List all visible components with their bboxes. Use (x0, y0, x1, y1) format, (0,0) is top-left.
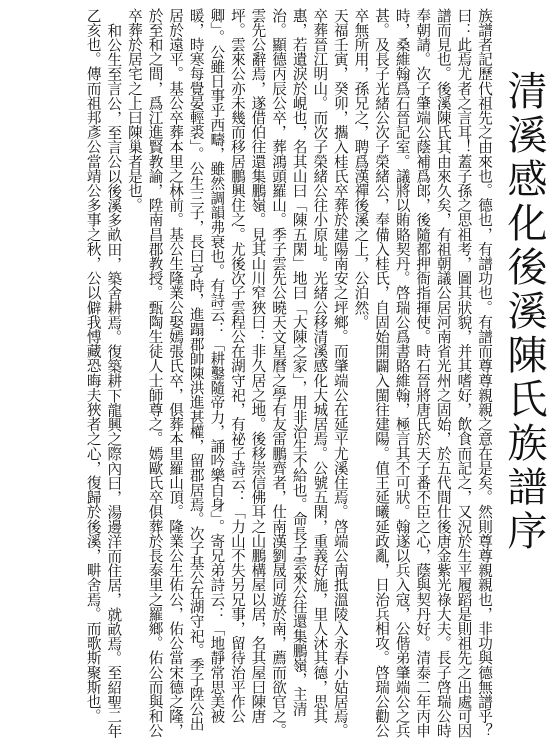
document-title: 清溪感化後溪陳氏族譜序 (501, 70, 547, 554)
document-body (82, 8, 502, 742)
paragraph: 和公生至言公，至言公以後溪多畝田，築舍耕焉。復築耕下龍興之際內曰，湯邊洋而住居，就畝焉。至紹聖二年乙亥也。傳而祖邦彥公當靖公多事之秋，公以僻我愽藏恐晦夫狹者之心，復歸於後溪，畊舍焉。而歌斯聚斯也。 (84, 8, 123, 738)
paragraph: 族譜者記歷代祖先之由來也。德也，有譜功也。有譜而尊尊親親之意在是矣。然則尊尊親親也，非功與德無譜乎？曰：此焉尤者之言耳！蓋子孫之思祖考，圖其狀貌，并其嗜好，飲食而記之，又況於生平履蹈是則祖先之出處可因譜而見也。後溪陳氏其由來久矣，有祖朝議公居河南省光州之固始，於五代間仕後唐金紫光祿大夫。長子啓瑞公時奉朝請。次子肇端公蔭補爲郎，後隨都押衙指揮使。時石晉將唐氏於天子番不臣之心，蔭與契丹好。清泰二年丙申時，桑維翰爲石晉記室。議將以賄賂契丹。啓瑞公爲書賂維翰，極言其不可狀。翰遂以兵入寇，公偕弟肇端公之兵甚。及長子光緒公次子榮緒公，奉備入桂氏，自固始開闢入閩往建陽。值王延曦延政亂，日治兵相攻。啓瑞公勸公卒無所用，孫兄之，聘爲漢禪後溪之上，公泊然。 (352, 8, 493, 738)
vertical-text-area (8, 8, 552, 742)
paragraph: 天福壬寅，癸卯，攜入桂氏卒葬於建陽南安之坪鄉。而肇端公在延平尤溪住焉。啓端公南抵溫陵入永春小姑居焉。卒葬晉江明山。而次子榮緒公往小原址。光緒公移清溪感化大城居焉。公號五閑，重義好施，里人沐其德，思其惠，若遺淚於峴也，名其山曰「陳五閑」地曰「大陳之家」，用非治生不給也。命長子雲來公往還集鵬嶺，主清治。顯德丙辰公卒，葬鴻頭羅山。季子雲先公曉天文星曆之學有友雷鵬齊者，仕南漢劉晟同遊於南，薦而欲官之。雲先公辭焉，遂借伯往還集鵬嶺。見其山川窄狹曰：非久居之地。後移崇信佛耳之山鵬構屋以居，名其屋曰陳唐坪。雲來公亦未幾而移居鵬興住之。尤後次子雲程公在湖守祀，有祕子詩云：「力山不失另兄事，留待治平作公卿」。公雖日事乎西疇，雖然調韻弗衰也。有詩云：「耕鑿隨帝力，誦吟樂自身」。寄兄弟詩云：「地靜常思美被暖，時寒每覺晏輕裘」。公生三子，長曰亨時，進蹋郡帥陳洪進甚權，留郡居焉。次子基公在湖守祀。季子陞公出居於遠平。基公卒葬本里之林前。基公生隆業公娶嫣張氏卒，俱葬本里羅山頂。隆業公生佑公，佑公當宋德之隆，於至和之間，爲江進賢教諭，陞南昌郡教授。甄陶生徒人士師尊之。嫣歐氏卒俱葬於長泰里之羅鄉。佑公而與和公卒葬於居宅之上曰陳巢者是也。 (125, 8, 349, 738)
